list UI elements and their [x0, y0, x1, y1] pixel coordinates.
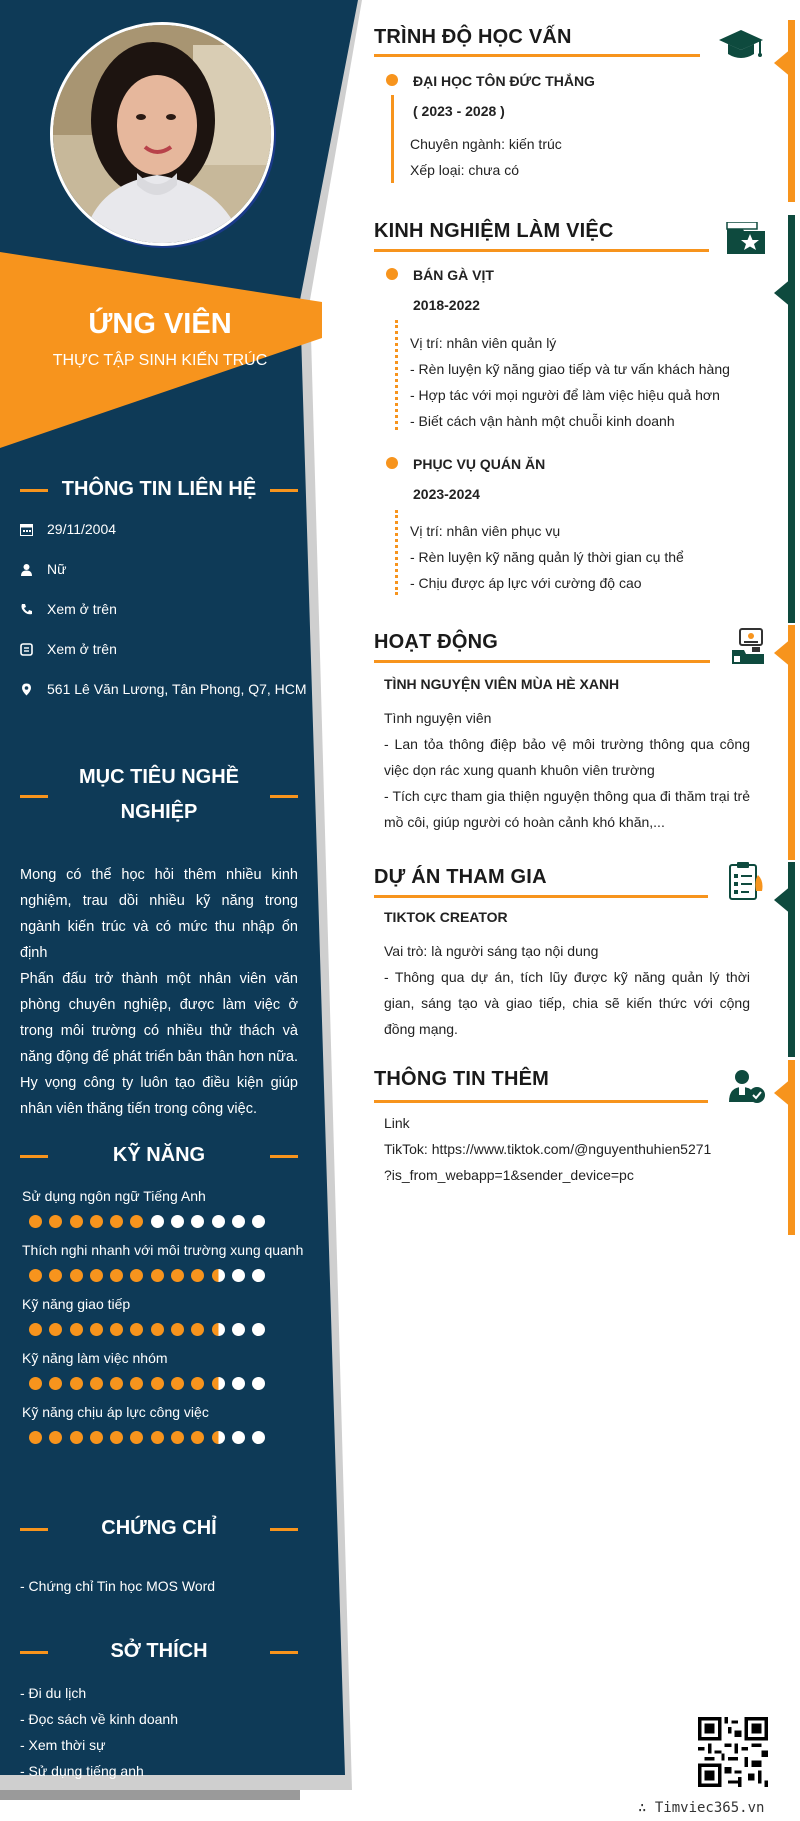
rating-dot	[49, 1377, 62, 1390]
rating-dot	[151, 1323, 164, 1336]
skill-rating	[29, 1323, 265, 1336]
contact-address	[20, 681, 310, 697]
edge-notches	[770, 48, 792, 1108]
job-line: - Hợp tác với mọi người để làm việc hiệu quả hơn	[410, 387, 720, 403]
email-icon	[20, 643, 47, 656]
extra-heading: THÔNG TIN THÊM	[374, 1068, 550, 1090]
rating-dot	[191, 1323, 204, 1336]
rating-dot	[212, 1269, 225, 1282]
rating-dot	[130, 1323, 143, 1336]
calendar-icon	[20, 523, 47, 536]
heading-bar	[270, 1528, 298, 1531]
rating-dot	[171, 1215, 184, 1228]
rating-dot	[110, 1377, 123, 1390]
hobby-item: - Xem thời sự	[20, 1737, 106, 1753]
rating-dot	[110, 1269, 123, 1282]
rating-dot	[151, 1269, 164, 1282]
experience-heading: KINH NGHIỆM LÀM VIỆC	[374, 220, 614, 242]
project-role: Vai trò: là người sáng tạo nội dung	[384, 943, 599, 959]
heading-bar	[270, 489, 298, 492]
project-details: - Thông qua dự án, tích lũy được kỹ năng quản lý thời gian, sáng tạo và giao tiếp, chia sẽ kiến thức với cộng đồng mạng.	[384, 969, 750, 1037]
rating-dot	[130, 1215, 143, 1228]
timeline-bullet	[386, 74, 398, 86]
contact-phone	[20, 601, 310, 617]
hobbies-list	[20, 1680, 178, 1784]
heading-bar	[270, 1651, 298, 1654]
rating-dot	[151, 1431, 164, 1444]
hobby-item: - Đọc sách về kinh doanh	[20, 1711, 178, 1727]
heading-underline	[374, 54, 700, 57]
certificates-heading	[20, 1515, 298, 1541]
rating-dot	[90, 1269, 103, 1282]
rating-dot	[110, 1431, 123, 1444]
objective-heading	[20, 760, 298, 830]
extra-details	[384, 1110, 711, 1188]
skill-name: Kỹ năng làm việc nhóm	[22, 1350, 168, 1366]
rating-dot	[70, 1323, 83, 1336]
rating-dot	[232, 1215, 245, 1228]
rating-dot	[212, 1431, 225, 1444]
job-line: Vị trí: nhân viên quản lý	[410, 335, 557, 351]
rating-dot	[29, 1269, 42, 1282]
rating-dot	[70, 1431, 83, 1444]
birthday-value: 29/11/2004	[47, 521, 117, 537]
rating-dot	[29, 1323, 42, 1336]
skill-name: Sử dụng ngôn ngữ Tiếng Anh	[22, 1188, 206, 1204]
rating-dot	[191, 1269, 204, 1282]
contact-gender	[20, 561, 310, 577]
email-value: Xem ở trên	[47, 641, 117, 657]
rating-dot	[191, 1377, 204, 1390]
heading-bar	[20, 795, 48, 798]
job-line: - Rèn luyện kỹ năng quản lý thời gian cụ thể	[410, 549, 684, 565]
rating-dot	[232, 1269, 245, 1282]
rating-dot	[171, 1377, 184, 1390]
rating-dot	[70, 1269, 83, 1282]
graduation-cap-icon	[718, 28, 764, 67]
rating-dot	[90, 1431, 103, 1444]
education-major: Chuyên ngành: kiến trúc	[410, 136, 562, 152]
rating-dot	[232, 1323, 245, 1336]
job-line: - Chịu được áp lực với cường độ cao	[410, 575, 642, 591]
contact-email	[20, 641, 310, 657]
contact-heading	[20, 476, 298, 502]
rating-dot	[212, 1377, 225, 1390]
qr-code	[698, 1717, 768, 1787]
rating-dot	[29, 1431, 42, 1444]
rating-dot	[212, 1323, 225, 1336]
contact-heading-text: THÔNG TIN LIÊN HỆ	[61, 477, 257, 500]
rating-dot	[49, 1431, 62, 1444]
avatar	[50, 22, 274, 246]
activity-line: - Lan tỏa thông điệp bảo vệ môi trường thông qua công việc dọn rác xung quanh khuôn viên trường	[384, 736, 750, 778]
rating-dot	[212, 1215, 225, 1228]
heading-bar	[20, 1651, 48, 1654]
rating-dot	[90, 1377, 103, 1390]
volunteer-icon	[730, 628, 766, 671]
rating-dot	[29, 1215, 42, 1228]
activity-role: Tình nguyện viên	[384, 710, 492, 726]
hobbies-heading	[20, 1638, 298, 1664]
skill-name: Kỹ năng chịu áp lực công việc	[22, 1404, 209, 1420]
activities-heading: HOẠT ĐỘNG	[374, 631, 499, 653]
location-icon	[20, 683, 47, 696]
rating-dot	[130, 1269, 143, 1282]
heading-bar	[270, 795, 298, 798]
footer-brand: ∴ Timviec365.vn	[638, 1800, 765, 1816]
job-details	[410, 518, 684, 596]
objective-heading-text	[79, 760, 239, 830]
rating-dot	[252, 1323, 265, 1336]
skill-name: Thích nghi nhanh với môi trường xung quanh	[22, 1242, 304, 1258]
certificates-list	[20, 1573, 215, 1599]
objective-paragraph-2: Phấn đấu trở thành một nhân viên văn phòng chuyên nghiệp, được làm việc ở trong môi trường có nhiều thử thách và năng động để phát triển bản thân hơn nữa. Hy vọng công ty luôn tạo điều kiện giúp nhân viên thăng tiến trong công việc.	[20, 971, 298, 1117]
candidate-title: THỰC TẬP SINH KIẾN TRÚC	[52, 352, 268, 369]
project-title: TIKTOK CREATOR	[384, 909, 508, 925]
tiktok-link-continued[interactable]: ?is_from_webapp=1&sender_device=pc	[384, 1167, 634, 1183]
activity-details	[384, 731, 750, 835]
skills-heading-text: KỸ NĂNG	[112, 1143, 206, 1166]
rating-dot	[171, 1323, 184, 1336]
rating-dot	[191, 1431, 204, 1444]
rating-dot	[49, 1323, 62, 1336]
skill-rating	[29, 1269, 265, 1282]
rating-dot	[110, 1323, 123, 1336]
rating-dot	[29, 1377, 42, 1390]
education-heading: TRÌNH ĐỘ HỌC VẤN	[374, 26, 572, 48]
job-details	[410, 330, 730, 434]
projects-heading: DỰ ÁN THAM GIA	[374, 866, 547, 888]
rating-dot	[151, 1377, 164, 1390]
hobbies-heading-text: SỞ THÍCH	[110, 1639, 208, 1662]
tiktok-link[interactable]: TikTok: https://www.tiktok.com/@nguyenthuhien5271	[384, 1141, 712, 1157]
education-period: ( 2023 - 2028 )	[413, 103, 505, 119]
heading-underline	[374, 660, 710, 663]
folder-star-icon	[726, 222, 766, 261]
phone-icon	[20, 603, 47, 616]
rating-dot	[252, 1377, 265, 1390]
candidate-name: ỨNG VIÊN	[88, 308, 232, 340]
phone-value: Xem ở trên	[47, 601, 117, 617]
skills-heading	[20, 1142, 298, 1168]
heading-bar	[20, 1528, 48, 1531]
heading-bar	[20, 489, 48, 492]
activity-line: - Tích cực tham gia thiện nguyện thông qua đi thăm trại trẻ mồ côi, giúp người có hoàn cảnh khó khăn,...	[384, 788, 750, 830]
objective-heading-line2: NGHIỆP	[120, 801, 198, 823]
heading-bar	[270, 1155, 298, 1158]
education-rank: Xếp loại: chưa có	[410, 162, 519, 178]
rating-dot	[130, 1431, 143, 1444]
certificate-item: - Chứng chỉ Tin học MOS Word	[20, 1578, 216, 1594]
job-period: 2023-2024	[413, 486, 480, 502]
gender-value: Nữ	[47, 561, 67, 577]
activity-title: TÌNH NGUYỆN VIÊN MÙA HÈ XANH	[384, 676, 620, 692]
skill-rating	[29, 1431, 265, 1444]
hobby-item: - Sử dụng tiếng anh	[20, 1763, 144, 1779]
rating-dot	[110, 1215, 123, 1228]
skill-rating	[29, 1377, 265, 1390]
rating-dot	[90, 1215, 103, 1228]
job-line: Vị trí: nhân viên phục vụ	[410, 523, 561, 539]
job-line: - Rèn luyện kỹ năng giao tiếp và tư vấn khách hàng	[410, 361, 730, 377]
education-school: ĐẠI HỌC TÔN ĐỨC THẮNG	[413, 73, 595, 89]
job-company: PHỤC VỤ QUÁN ĂN	[413, 456, 546, 472]
certificates-heading-text: CHỨNG CHỈ	[101, 1516, 217, 1539]
heading-bar	[20, 1155, 48, 1158]
rating-dot	[252, 1269, 265, 1282]
skill-name: Kỹ năng giao tiếp	[22, 1296, 131, 1312]
rating-dot	[171, 1431, 184, 1444]
heading-underline	[374, 895, 708, 898]
rating-dot	[90, 1323, 103, 1336]
user-check-icon	[728, 1068, 766, 1109]
rating-dot	[70, 1215, 83, 1228]
timeline-line	[391, 95, 394, 183]
timeline-dotted-line	[395, 510, 398, 595]
rating-dot	[191, 1215, 204, 1228]
objective-heading-line1: MỤC TIÊU NGHỀ	[79, 766, 239, 788]
heading-underline	[374, 1100, 708, 1103]
timeline-dotted-line	[395, 320, 398, 430]
rating-dot	[252, 1215, 265, 1228]
rating-dot	[70, 1377, 83, 1390]
extra-label: Link	[384, 1115, 410, 1131]
skill-rating	[29, 1215, 265, 1228]
job-line: - Biết cách vận hành một chuỗi kinh doanh	[410, 413, 675, 429]
rating-dot	[130, 1377, 143, 1390]
person-icon	[20, 563, 47, 576]
objective-paragraph-1: Mong có thể học hỏi thêm nhiều kinh nghiệm, trau dồi nhiều kỹ năng trong ngành kiến trúc và có mức thu nhập ổn định	[20, 867, 298, 961]
rating-dot	[49, 1215, 62, 1228]
job-period: 2018-2022	[413, 297, 480, 313]
contact-birthday	[20, 521, 310, 537]
rating-dot	[232, 1377, 245, 1390]
objective-text	[20, 862, 298, 1122]
rating-dot	[171, 1269, 184, 1282]
timeline-bullet	[386, 457, 398, 469]
checklist-rocket-icon	[728, 861, 766, 906]
rating-dot	[252, 1431, 265, 1444]
rating-dot	[151, 1215, 164, 1228]
hobby-item: - Đi du lịch	[20, 1685, 87, 1701]
rating-dot	[232, 1431, 245, 1444]
job-company: BÁN GÀ VỊT	[413, 267, 494, 283]
address-value: 561 Lê Văn Lương, Tân Phong, Q7, HCM	[47, 681, 307, 697]
rating-dot	[49, 1269, 62, 1282]
heading-underline	[374, 249, 709, 252]
timeline-bullet	[386, 268, 398, 280]
